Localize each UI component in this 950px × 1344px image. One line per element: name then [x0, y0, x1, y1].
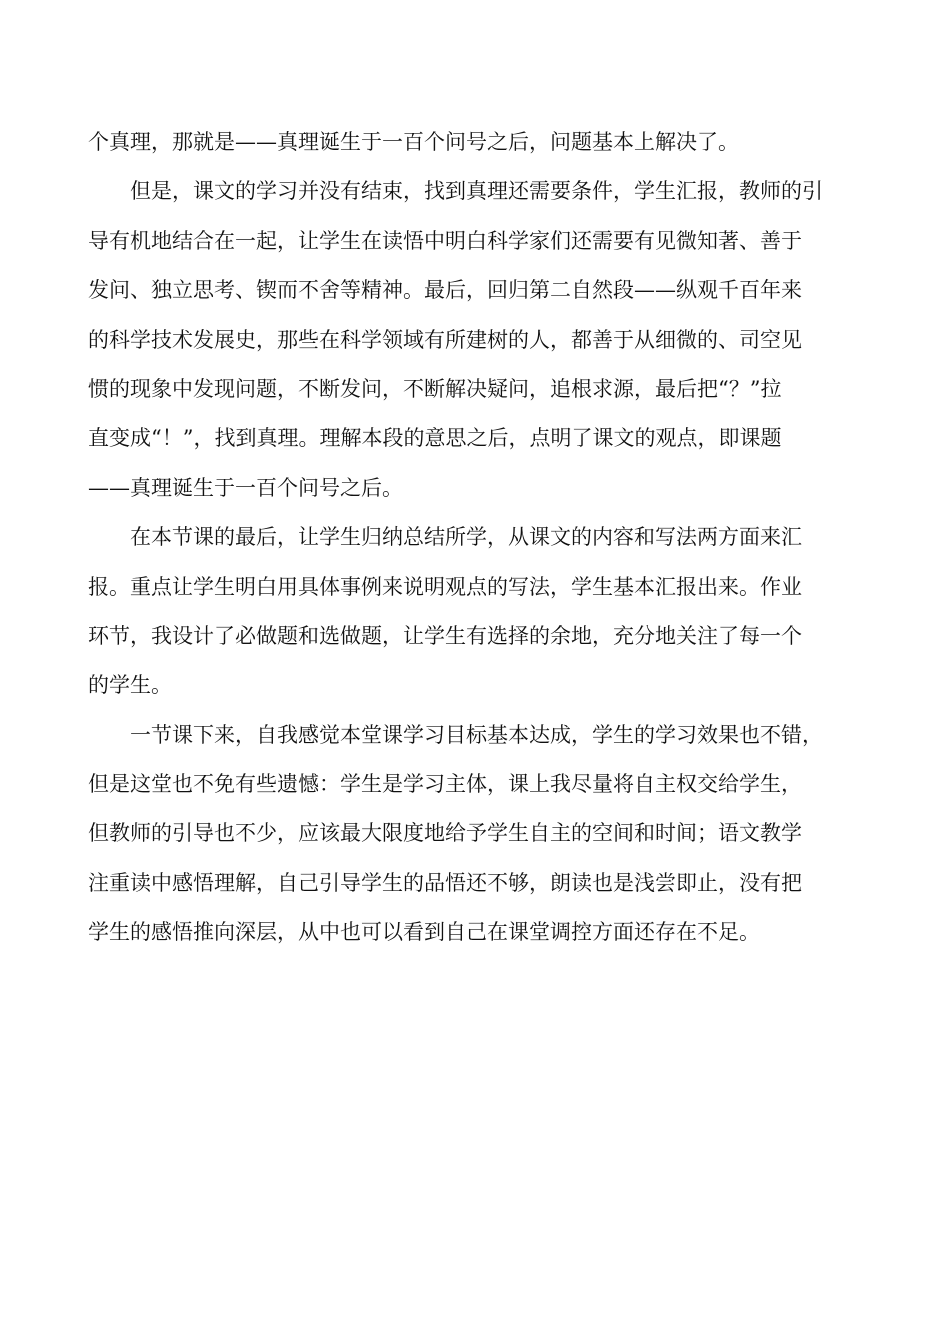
text-line: 一节课下来，自我感觉本堂课学习目标基本达成，学生的学习效果也不错， — [130, 722, 823, 747]
text-line: 惯的现象中发现问题，不断发问，不断解决疑问，追根求源，最后把“？”拉 — [88, 376, 782, 401]
text-line: 环节，我设计了必做题和选做题，让学生有选择的余地，充分地关注了每一个 — [88, 623, 802, 648]
document-body — [88, 118, 878, 958]
paragraph-1 — [88, 118, 878, 167]
text-line: 报。重点让学生明白用具体事例来说明观点的写法，学生基本汇报出来。作业 — [88, 574, 802, 599]
paragraph-3 — [88, 513, 878, 711]
text-line: 导有机地结合在一起，让学生在读悟中明白科学家们还需要有见微知著、善于 — [88, 228, 802, 253]
text-line: 个真理，那就是——真理诞生于一百个问号之后，问题基本上解决了。 — [88, 130, 739, 154]
text-line: 但是，课文的学习并没有结束，找到真理还需要条件，学生汇报，教师的引 — [130, 179, 823, 204]
text-line: 的科学技术发展史，那些在科学领域有所建树的人，都善于从细微的、司空见 — [88, 327, 802, 352]
text-line: 发问、独立思考、锲而不舍等精神。最后，回归第二自然段——纵观千百年来 — [88, 278, 802, 303]
text-line: 的学生。 — [88, 673, 172, 698]
text-line: 注重读中感悟理解，自己引导学生的品悟还不够，朗读也是浅尝即止，没有把 — [88, 870, 802, 895]
text-line: 但教师的引导也不少，应该最大限度地给予学生自主的空间和时间；语文教学 — [88, 821, 802, 846]
text-line: ——真理诞生于一百个问号之后。 — [88, 475, 403, 500]
text-line: 直变成“！”，找到真理。理解本段的意思之后，点明了课文的观点，即课题 — [88, 426, 782, 451]
paragraph-4 — [88, 711, 878, 958]
paragraph-2 — [88, 167, 878, 513]
text-line: 但是这堂也不免有些遗憾：学生是学习主体，课上我尽量将自主权交给学生， — [88, 772, 802, 797]
text-line: 学生的感悟推向深层，从中也可以看到自己在课堂调控方面还存在不足。 — [88, 920, 760, 945]
text-line: 在本节课的最后，让学生归纳总结所学，从课文的内容和写法两方面来汇 — [130, 525, 802, 550]
